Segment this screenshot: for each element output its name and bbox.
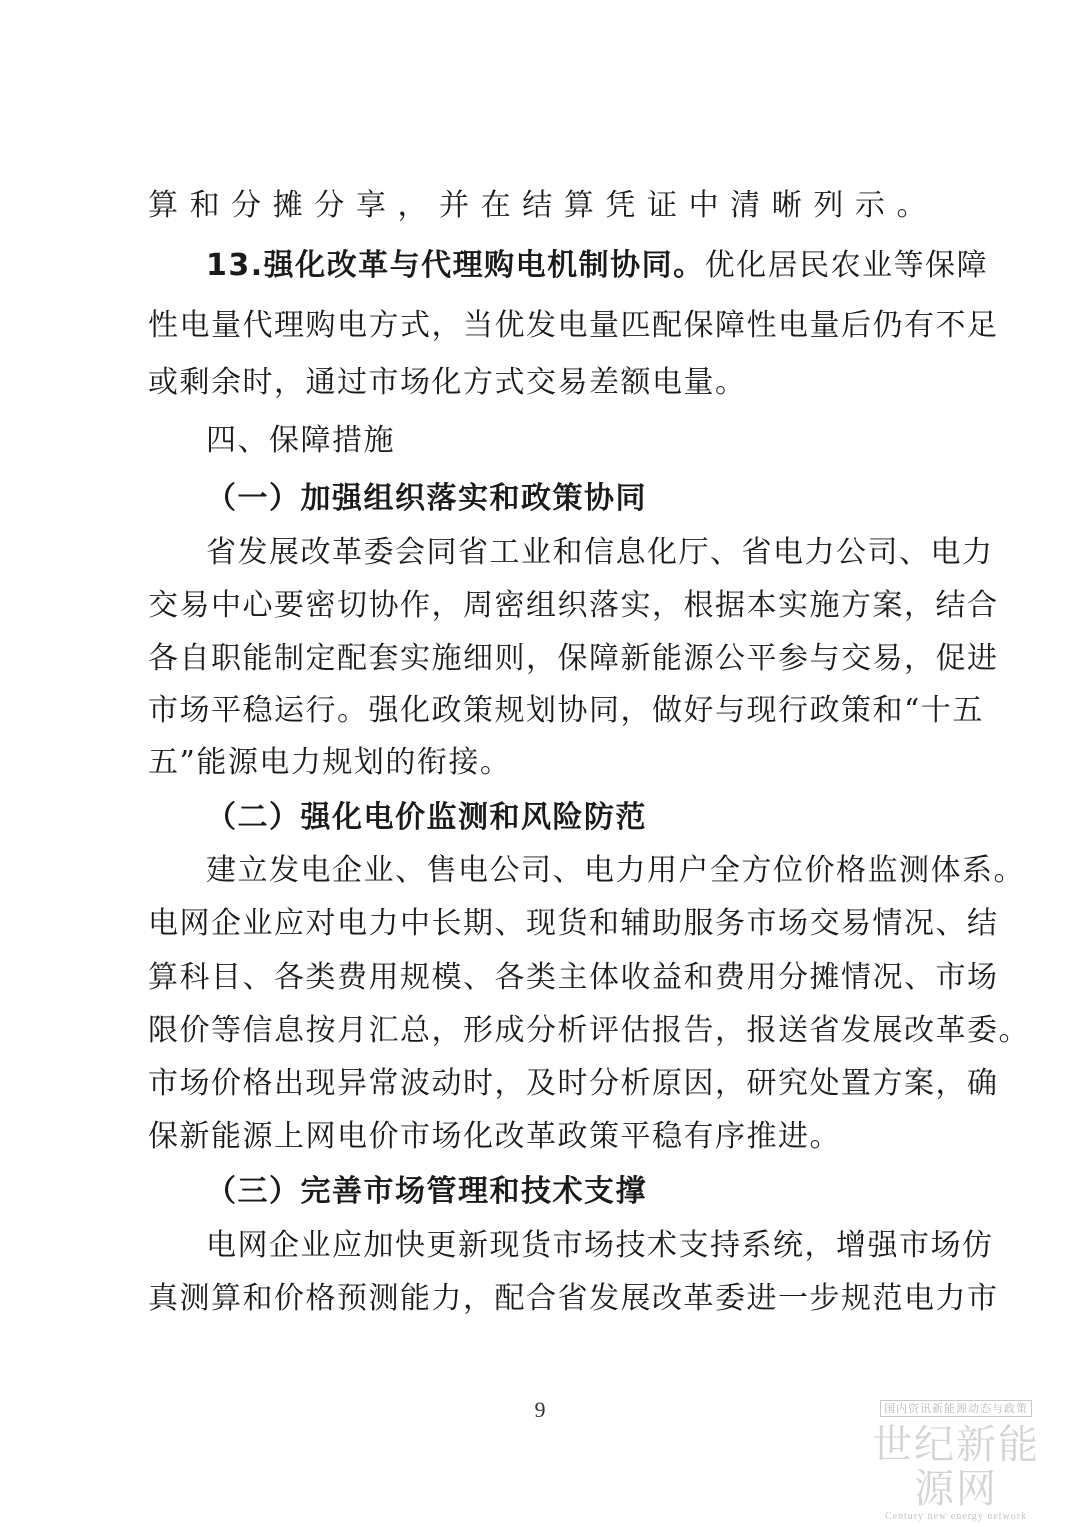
paragraph-line: 算科目、各类费用规模、各类主体收益和费用分摊情况、市场 [148, 960, 999, 995]
paragraph-line: 真测算和价格预测能力，配合省发展改革委进一步规范电力市 [148, 1281, 999, 1316]
paragraph-line: 13.强化改革与代理购电机制协同。优化居民农业等保障 [206, 248, 989, 283]
paragraph-line: 性电量代理购电方式，当优发电量匹配保障性电量后仍有不足 [148, 308, 999, 343]
paragraph-line: 交易中心要密切协作，周密组织落实，根据本实施方案，结合 [148, 588, 999, 623]
paragraph-line: 五”能源电力规划的衔接。 [148, 745, 512, 780]
paragraph-line: 各自职能制定配套实施细则，保障新能源公平参与交易，促进 [148, 641, 999, 676]
paragraph-line: 电网企业应对电力中长期、现货和辅助服务市场交易情况、结 [148, 906, 999, 941]
paragraph-line: 或剩余时，通过市场化方式交易差额电量。 [148, 365, 747, 400]
subsection-heading: （一）加强组织落实和政策协同 [206, 481, 647, 516]
watermark-title: 世纪新能源网 [872, 1422, 1040, 1512]
section-item-heading: 13.强化改革与代理购电机制协同。 [206, 248, 705, 283]
paragraph-line: 省发展改革委会同省工业和信息化厅、省电力公司、电力 [206, 535, 994, 570]
page-number: 9 [534, 1397, 546, 1422]
paragraph-line: 市场平稳运行。强化政策规划协同，做好与现行政策和“十五 [148, 693, 984, 728]
watermark-tag: 国内资讯新能源动态与政策 [880, 1400, 1032, 1417]
section-heading: 四、保障措施 [206, 423, 395, 458]
paragraph-line: 建立发电企业、售电公司、电力用户全方位价格监测体系。 [206, 853, 1025, 888]
subsection-heading: （二）强化电价监测和风险防范 [206, 800, 647, 835]
paragraph-line: 保新能源上网电价市场化改革政策平稳有序推进。 [148, 1119, 841, 1154]
watermark-logo [856, 1400, 1056, 1523]
subsection-heading: （三）完善市场管理和技术支撑 [206, 1174, 647, 1209]
paragraph-line: 算和分摊分享，并在结算凭证中清晰列示。 [148, 188, 928, 223]
paragraph-line: 限价等信息按月汇总，形成分析评估报告，报送省发展改革委。 [148, 1013, 1030, 1048]
paragraph-line: 市场价格出现异常波动时，及时分析原因，研究处置方案，确 [148, 1066, 999, 1101]
paragraph-line: 电网企业应加快更新现货市场技术支持系统，增强市场仿 [206, 1228, 994, 1263]
watermark-subtitle: Century new energy network [884, 1511, 1028, 1522]
